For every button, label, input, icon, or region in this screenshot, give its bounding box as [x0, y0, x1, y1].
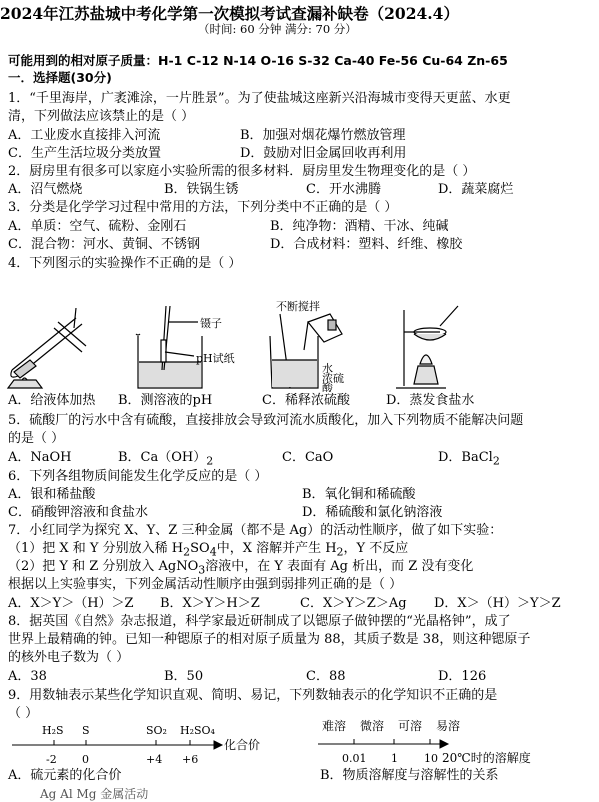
- q8-option-a: A．38: [8, 669, 47, 684]
- q2-option-c: C．开水沸腾: [306, 182, 381, 197]
- axis1-tick-plus4: +4: [146, 753, 163, 766]
- label-water: 水: [322, 362, 333, 375]
- figure-d-evaporation: [396, 306, 458, 388]
- q5-option-b: B．$Ca(OH)_2$: [118, 450, 214, 468]
- q7-step2: （2）把 Y 和 Z 分别放入 AgNO$_3$溶液中，在 Y 表面有 Ag 析出，而 Z 没有变化: [8, 559, 474, 577]
- q3-option-b: B．纯净物：酒精、干冰、纯碱: [270, 219, 449, 234]
- q7-stem: 7．小红同学为探究 X、Y、Z 三种金属（都不是 Ag）的活动性顺序，做了如下实验：: [8, 523, 503, 538]
- axis1-label-h2so4: H₂SO₄: [180, 724, 215, 737]
- q2-option-b: B．铁锅生锈: [164, 182, 239, 197]
- q5-option-d: D．BaCl$_2$: [438, 450, 500, 468]
- q4-option-c: C．稀释浓硫酸: [262, 393, 350, 408]
- q1-option-d: D．鼓励对旧金属回收再利用: [240, 146, 407, 161]
- axis-solubility: [318, 739, 448, 748]
- q9-option-b: B．物质溶解度与溶解性的关系: [320, 768, 499, 783]
- q8-stem-line1: 8．据英国《自然》杂志报道，科学家最近研制成了以锶原子做钟摆的“光晶格钟”，成了: [8, 614, 511, 629]
- label-conc-acid-2: 酸: [322, 382, 333, 392]
- q8-option-b: B．50: [164, 669, 204, 684]
- figure-a-heating-liquid: [8, 308, 86, 388]
- q1-stem-line1: 1．“千里海岸，广袤滩涂，一片胜景”。为了使盐城这座新兴沿海城市变得天更蓝、水更: [8, 91, 511, 106]
- q4-option-b: B．测溶液的pH: [118, 393, 213, 408]
- q5-option-c: C．CaO: [282, 450, 334, 465]
- q1-stem-line2: 清，下列做法应该禁止的是（ ）: [8, 109, 195, 124]
- figure-b-ph-test: [136, 306, 202, 388]
- q7-step1: （1）把 X 和 Y 分别放入稀 $H_2SO_4$中，X 溶解并产生 $H_2$，Y 不反应: [8, 541, 409, 559]
- page-title: 2024年江苏盐城中考化学第一次模拟考试查漏补缺卷（2024.4）: [0, 4, 459, 23]
- q7-option-d: D．X＞（H）＞Y＞Z: [434, 596, 561, 611]
- q4-option-d: D．蒸发食盐水: [386, 393, 475, 408]
- q3-option-a: A．单质：空气、硫粉、金刚石: [8, 219, 187, 234]
- q5-option-a: A．NaOH: [8, 450, 72, 465]
- q3-stem: 3．分类是化学学习过程中常用的方法，下列分类中不正确的是（ ）: [8, 200, 398, 215]
- axis2-label-insoluble: 难溶: [322, 719, 347, 733]
- q1-option-c: C．生产生活垃圾分类放置: [8, 146, 161, 161]
- q5-stem-line1: 5．硫酸厂的污水中含有硫酸，直接排放会导致河流水质酸化，加入下列物质不能解决问题: [8, 413, 524, 428]
- q2-option-d: D．蔬菜腐烂: [438, 182, 514, 197]
- axis2-title: 20℃时的溶解度: [442, 751, 531, 765]
- q7-option-a: A．X＞Y＞（H）＞Z: [8, 596, 134, 611]
- axis2-label-soluble: 可溶: [398, 719, 423, 733]
- q3-option-d: D．合成材料：塑料、纤维、橡胶: [270, 237, 463, 252]
- q6-option-d: D．稀硫酸和氯化钠溶液: [302, 505, 443, 520]
- axis1-label-so2: SO₂: [146, 724, 167, 737]
- axis1-label-s: S: [82, 724, 90, 737]
- q9-option-a: A．硫元素的化合价: [8, 768, 122, 783]
- q8-stem-line2: 世界上最精确的钟。已知一种锶原子的相对原子质量为 88，其质子数是 38，则这种锶原子: [8, 632, 531, 647]
- q7-question: 根据以上实验事实，下列金属活动性顺序由强到弱排列正确的是（ ）: [8, 577, 403, 592]
- q1-option-b: B．加强对烟花爆竹燃放管理: [240, 128, 406, 143]
- axis2-tick-001: 0.01: [342, 752, 367, 765]
- q9-cutoff-line: Ag Al Mg 金属活动: [40, 787, 149, 801]
- q8-option-c: C．88: [306, 669, 346, 684]
- q6-stem: 6．下列各组物质间能发生化学反应的是（ ）: [8, 469, 268, 484]
- axis2-label-slightly: 微溶: [360, 719, 385, 733]
- q6-option-b: B．氧化铜和稀硫酸: [302, 487, 416, 502]
- axis-sulfur-valence: [12, 740, 222, 749]
- q4-experiment-figures: [0, 300, 599, 392]
- q7-option-b: B．X＞Y＞H＞Z: [160, 596, 260, 611]
- q4-stem: 4．下列图示的实验操作不正确的是（ ）: [8, 256, 242, 271]
- axis1-tick-minus2: -2: [46, 753, 57, 766]
- axis2-tick-10: 10: [424, 752, 438, 765]
- q4-option-a: A．给液体加热: [8, 393, 96, 408]
- q9-stem-line1: 9．用数轴表示某些化学知识直观、简明、易记，下列数轴表示的化学知识不正确的是: [8, 688, 498, 703]
- q8-option-d: D．126: [438, 669, 487, 684]
- q5-stem-line2: 的是（ ）: [8, 431, 65, 446]
- q6-option-a: A．银和稀盐酸: [8, 487, 96, 502]
- label-tweezers: 镊子: [200, 317, 222, 330]
- q8-stem-line3: 的核外电子数为（ ）: [8, 650, 130, 665]
- axis2-tick-1: 1: [391, 752, 398, 765]
- axis2-label-easily: 易溶: [436, 719, 461, 733]
- axis1-tick-0: 0: [82, 753, 89, 766]
- q2-stem: 2．厨房里有很多可以家庭小实验所需的很多材料．厨房里发生物理变化的是（ ）: [8, 164, 476, 179]
- label-keep-stirring: 不断搅拌: [276, 300, 320, 313]
- q6-option-c: C．硝酸钾溶液和食盐水: [8, 505, 148, 520]
- axis1-tick-plus6: +6: [182, 753, 199, 766]
- q9-stem-line2: （ ）: [8, 706, 39, 721]
- q2-option-a: A．沼气燃烧: [8, 182, 83, 197]
- atomic-masses: 可能用到的相对原子质量：H-1 C-12 N-14 O-16 S-32 Ca-40 Fe-56 Cu-64 Zn-65: [8, 53, 508, 68]
- q9-number-lines: [0, 718, 599, 768]
- label-ph-paper: pH试纸: [196, 352, 235, 365]
- axis1-title: 化合价: [224, 738, 261, 752]
- q7-option-c: C．X＞Y＞Z＞Ag: [300, 596, 407, 611]
- label-conc-acid-1: 浓硫: [322, 372, 344, 385]
- exam-info: （时间: 60 分钟 满分: 70 分）: [198, 22, 357, 36]
- axis1-label-h2s: H₂S: [42, 724, 64, 737]
- q1-option-a: A．工业废水直接排入河流: [8, 128, 161, 143]
- q3-option-c: C．混合物：河水、黄铜、不锈钢: [8, 237, 200, 252]
- section-heading: 一．选择题(30分): [8, 70, 112, 85]
